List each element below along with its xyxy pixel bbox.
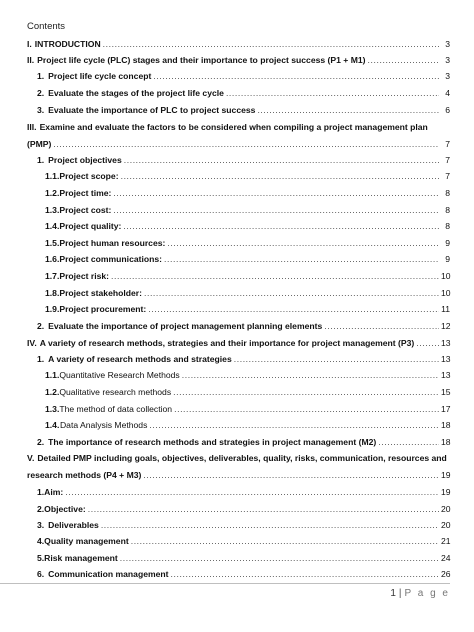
dot-leader [120, 551, 439, 565]
toc-entry-title: Project life cycle (PLC) stages and their importance to project success (P1 + M1) [37, 55, 366, 65]
toc-entry-title: (PMP) [27, 139, 52, 149]
toc-entry-number: III. [27, 122, 37, 132]
toc-entry-title: A variety of research methods, strategies and their importance for project management (P3) [39, 338, 415, 348]
toc-entry-number: 1.1. [45, 370, 60, 380]
toc-entry-title: Quality management [44, 536, 129, 546]
toc-entry-number: 1.2. [45, 387, 60, 397]
toc-entry-title: Communication management [48, 569, 169, 579]
toc-entry-page: 20 [441, 504, 451, 514]
toc-entry[interactable] [0, 368, 474, 382]
dot-leader [131, 534, 439, 548]
toc-entry-title: Data Analysis Methods [59, 420, 148, 430]
toc-entry-title: Project stakeholder: [59, 288, 142, 298]
toc-entry-title: Evaluate the stages of the project life cycle [48, 88, 224, 98]
toc-entry-title: The method of data collection [59, 404, 173, 414]
toc-entry-title: Examine and evaluate the factors to be considered when compiling a project management plan [39, 122, 428, 132]
toc-entry[interactable] [0, 534, 474, 548]
toc-entry-title: Deliverables [48, 520, 99, 530]
toc-entry-page: 4 [445, 88, 450, 98]
toc-entry[interactable] [0, 186, 474, 200]
toc-entry-page: 13 [441, 370, 451, 380]
dot-leader [324, 319, 439, 333]
toc-entry-title: Risk management [44, 553, 118, 563]
toc-entry-page: 19 [441, 487, 451, 497]
dot-leader [123, 219, 439, 233]
toc-entry[interactable] [0, 551, 474, 565]
dot-leader [234, 352, 439, 366]
toc-entry-number: 1.4. [45, 420, 60, 430]
toc-entry-title: research methods (P4 + M3) [27, 470, 142, 480]
toc-entry-page: 18 [441, 420, 451, 430]
toc-entry-title: Objective: [44, 504, 86, 514]
toc-entry-title: Evaluate the importance of project management planning elements [48, 321, 323, 331]
dot-leader [164, 252, 439, 266]
toc-entry-page: 18 [441, 437, 451, 447]
toc-entry-title: Project scope: [59, 171, 119, 181]
toc-entry-title: INTRODUCTION [34, 39, 101, 49]
dot-leader [113, 186, 439, 200]
toc-entry-number: 6. [37, 569, 45, 579]
toc-entry-title: The importance of research methods and strategies in project management (M2) [48, 437, 377, 447]
toc-entry-number: 1. [37, 354, 45, 364]
contents-heading: Contents [27, 21, 66, 32]
toc-entry-title: Project cost: [59, 205, 112, 215]
toc-entry-page: 3 [445, 55, 450, 65]
toc-entry-number: 5. [37, 553, 45, 563]
toc-entry-number: 1.8. [45, 288, 60, 298]
toc-entry-page: 3 [445, 71, 450, 81]
toc-entry-number: 1.9. [45, 304, 60, 314]
toc-entry-continuation[interactable] [0, 137, 474, 151]
dot-leader [416, 336, 439, 350]
toc-entry-number: 1. [37, 487, 45, 497]
toc-entry[interactable] [0, 203, 474, 217]
toc-entry[interactable] [0, 385, 474, 399]
dot-leader [88, 502, 439, 516]
toc-entry[interactable] [0, 567, 474, 581]
dot-leader [53, 137, 439, 151]
toc-entry-title: Aim: [44, 487, 64, 497]
page-number: 1 [390, 588, 396, 599]
toc-entry[interactable] [0, 302, 474, 316]
toc-entry-number: 2. [37, 437, 45, 447]
toc-entry-page: 8 [445, 221, 450, 231]
toc-entry-page: 8 [445, 205, 450, 215]
toc-entry-continuation[interactable] [0, 468, 474, 482]
toc-entry-number: 4. [37, 536, 45, 546]
toc-entry[interactable] [0, 153, 474, 167]
toc-entry[interactable] [0, 37, 474, 51]
toc-entry[interactable] [0, 103, 474, 117]
dot-leader [173, 385, 439, 399]
toc-entry-page: 9 [445, 254, 450, 264]
dot-leader [111, 269, 439, 283]
toc-entry-page: 6 [445, 105, 450, 115]
toc-entry[interactable] [0, 120, 474, 134]
toc-entry-title: Project risk: [59, 271, 110, 281]
toc-entry-page: 7 [445, 171, 450, 181]
toc-entry-title: Project communications: [59, 254, 163, 264]
dot-leader [143, 468, 439, 482]
dot-leader [113, 203, 439, 217]
toc-entry-number: I. [27, 39, 32, 49]
dot-leader [174, 402, 439, 416]
page-label: P a g e [404, 588, 450, 599]
toc-entry[interactable] [0, 451, 474, 465]
toc-entry[interactable] [0, 252, 474, 266]
toc-entry[interactable] [0, 286, 474, 300]
toc-entry[interactable] [0, 53, 474, 67]
toc-entry[interactable] [0, 219, 474, 233]
dot-leader [171, 567, 439, 581]
toc-entry[interactable] [0, 518, 474, 532]
toc-entry-number: 1.7. [45, 271, 60, 281]
toc-entry[interactable] [0, 269, 474, 283]
dot-leader [65, 485, 439, 499]
toc-entry-number: 1.1. [45, 171, 60, 181]
toc-entry[interactable] [0, 86, 474, 100]
toc-entry-page: 15 [441, 387, 451, 397]
toc-entry-page: 7 [445, 155, 450, 165]
toc-entry-page: 17 [441, 404, 451, 414]
toc-entry[interactable] [0, 319, 474, 333]
toc-entry-title: Project life cycle concept [48, 71, 152, 81]
toc-entry[interactable] [0, 236, 474, 250]
toc-entry-number: 1. [37, 71, 45, 81]
toc-entry-page: 3 [445, 39, 450, 49]
toc-entry-page: 7 [445, 139, 450, 149]
toc-entry-number: 2. [37, 504, 45, 514]
toc-entry-number: 1.2. [45, 188, 60, 198]
dot-leader [124, 153, 439, 167]
toc-entry-title: Project objectives [48, 155, 122, 165]
dot-leader [103, 37, 439, 51]
toc-entry[interactable] [0, 485, 474, 499]
dot-leader [226, 86, 439, 100]
toc-entry-page: 19 [441, 470, 451, 480]
dot-leader [257, 103, 439, 117]
toc-entry-number: V. [27, 453, 35, 463]
toc-entry-title: Quantitative Research Methods [59, 370, 180, 380]
toc-entry-title: Project human resources: [59, 238, 166, 248]
toc-entry-page: 20 [441, 520, 451, 530]
toc-entry-number: 2. [37, 321, 45, 331]
toc-entry-number: 1. [37, 155, 45, 165]
dot-leader [153, 69, 439, 83]
toc-entry-number: IV. [27, 338, 37, 348]
toc-entry-title: Evaluate the importance of PLC to project success [48, 105, 256, 115]
dot-leader [182, 368, 439, 382]
toc-entry-number: 3. [37, 105, 45, 115]
dot-leader [368, 53, 439, 67]
toc-entry-number: 1.3. [45, 205, 60, 215]
toc-entry-title: Project quality: [59, 221, 122, 231]
toc-entry-page: 26 [441, 569, 451, 579]
toc-entry-number: 1.3. [45, 404, 60, 414]
footer-separator: | [398, 588, 402, 599]
toc-entry-page: 13 [441, 354, 451, 364]
toc-entry-number: 1.6. [45, 254, 60, 264]
toc-entry-page: 13 [441, 338, 451, 348]
toc-entry[interactable] [0, 336, 474, 350]
toc-entry-page: 12 [441, 321, 451, 331]
page-footer [390, 588, 450, 599]
dot-leader [149, 418, 439, 432]
toc-entry[interactable] [0, 418, 474, 432]
toc-entry[interactable] [0, 169, 474, 183]
toc-entry-page: 11 [441, 304, 450, 314]
toc-entry-page: 8 [445, 188, 450, 198]
toc-entry[interactable] [0, 402, 474, 416]
toc-entry-page: 21 [441, 536, 451, 546]
dot-leader [101, 518, 439, 532]
toc-entry-number: 2. [37, 88, 45, 98]
toc-entry-page: 10 [441, 271, 451, 281]
toc-entry-number: 1.4. [45, 221, 60, 231]
toc-entry-page: 9 [445, 238, 450, 248]
toc-entry-title: Project procurement: [59, 304, 147, 314]
footer-rule [0, 583, 450, 584]
toc-entry-number: 3. [37, 520, 45, 530]
toc-entry[interactable] [0, 502, 474, 516]
dot-leader [167, 236, 439, 250]
toc-entry-title: Detailed PMP including goals, objectives, deliverables, quality, risks, communication, resources and [37, 453, 447, 463]
dot-leader [148, 302, 439, 316]
dot-leader [378, 435, 439, 449]
toc-entry-number: II. [27, 55, 35, 65]
toc-entry-title: Qualitative research methods [59, 387, 172, 397]
toc-entry-page: 10 [441, 288, 451, 298]
toc-entry[interactable] [0, 352, 474, 366]
toc-entry[interactable] [0, 435, 474, 449]
dot-leader [144, 286, 439, 300]
dot-leader [121, 169, 439, 183]
toc-entry-title: A variety of research methods and strategies [48, 354, 232, 364]
toc-entry-title: Project time: [59, 188, 112, 198]
toc-entry[interactable] [0, 69, 474, 83]
toc-entry-page: 24 [441, 553, 451, 563]
toc-entry-number: 1.5. [45, 238, 60, 248]
